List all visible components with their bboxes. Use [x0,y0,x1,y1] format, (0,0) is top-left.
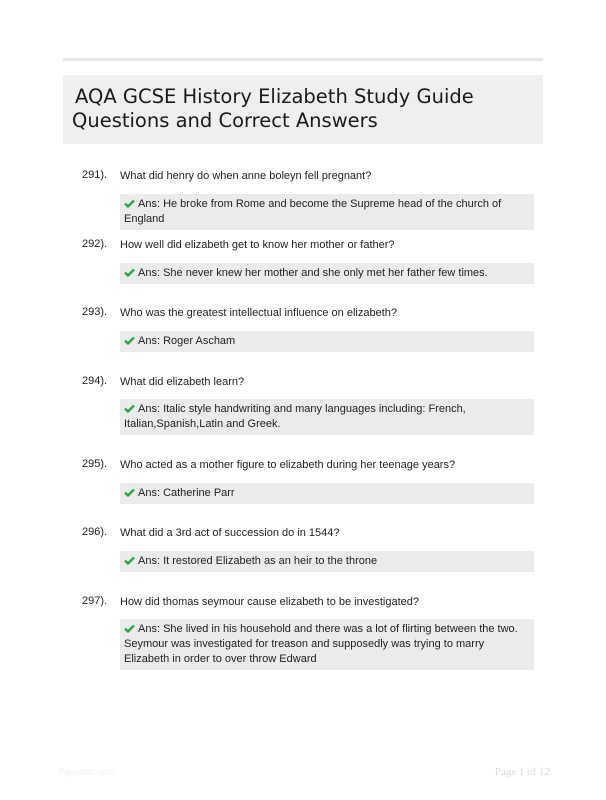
check-icon [124,488,135,497]
question-text: How well did elizabeth get to know her mother or father? [120,239,395,251]
document-title [63,75,543,144]
answer-box [120,399,534,435]
question-number: 291). [82,169,108,181]
answer-text: Ans: Italic style handwriting and many languages including: French, Italian,Spanish,Latin and Greek. [124,403,466,430]
top-rule [63,58,543,61]
title-line-1: AQA GCSE History Elizabeth Study Guide [75,85,474,108]
footer-watermark: Paperblic.com [58,767,116,777]
answer-text: Ans: It restored Elizabeth as an heir to the throne [138,555,378,567]
answer-box [120,331,534,352]
answer-box [120,619,534,670]
answer-box [120,551,534,572]
answer-text: Ans: She never knew her mother and she only met her father few times. [138,267,488,279]
answer-text: Ans: Catherine Parr [138,487,235,499]
question-text: What did elizabeth learn? [120,376,245,388]
page-indicator: Page 1 of 12 [494,766,550,778]
question-text: What did henry do when anne boleyn fell pregnant? [120,170,372,182]
question-number: 296). [82,526,108,538]
question-number: 294). [82,375,108,387]
answer-text: Ans: He broke from Rome and become the Supreme head of the church of England [124,198,502,225]
question-text: What did a 3rd act of succession do in 1544? [120,527,340,539]
question-number: 297). [82,595,108,607]
answer-box [120,263,534,284]
check-icon [124,336,135,345]
check-icon [124,404,135,413]
answer-text: Ans: Roger Ascham [138,335,236,347]
check-icon [124,624,135,633]
title-line-2: Questions and Correct Answers [72,109,378,132]
question-text: Who acted as a mother figure to elizabeth during her teenage years? [120,459,456,471]
check-icon [124,268,135,277]
question-text: How did thomas seymour cause elizabeth to be investigated? [120,596,420,608]
question-text: Who was the greatest intellectual influence on elizabeth? [120,307,398,319]
question-number: 292). [82,238,108,250]
answer-box [120,194,534,230]
question-number: 293). [82,306,108,318]
check-icon [124,556,135,565]
check-icon [124,199,135,208]
answer-box [120,483,534,504]
answer-text: Ans: She lived in his household and there was a lot of flirting between the two. Seymour was investigated for treason and supposedly was trying to marry Elizabeth in order to over throw Edward [124,623,518,665]
question-number: 295). [82,458,108,470]
